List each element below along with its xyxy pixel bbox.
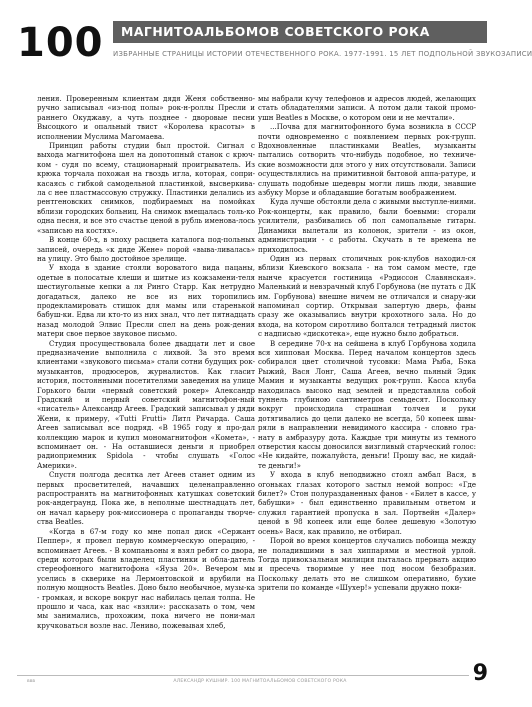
paragraph: В середине 70-х на сейшена в клуб Горбунова ходила вся хипповая Москва. Перед началом концертов здесь собирался цвет столичной тусовки: Мама Рыба, Бэка Рыжий, Вася Лонг, Саша Агеев, вечно пьяный Эдик Мамин и музыканты ведущих рок-групп. Касса клуба находилась высоко над землей и представляла собой туннель глубиною сантиметров семьдесят. Поскольку вокруг происходила страшная толчея и руки дотягивались до цели далеко не всегда, 50 копеек швы-ряли в направлении невидимого кассира - словно гра-нату в амбразуру дота. Каждые три минуты из темного отверстия кассы доносился визгливый старческий голос: «Не кидайте, пожалуйста, деньги! Прошу вас, не кидай-те деньги!» [258,338,476,470]
header-number: 100 [17,20,104,66]
paragraph: У входа в здание стояли вороватого вида пацаны, одетые в полосатые клеши и шитые из кожзамени-теля шестиугольные кепки а ля Ринго Старр. Как нетрудно догадаться, далеко не все из них торопились продекламировать стишок для мамы или старенькой бабуш-ки. Едва ли кто-то из них знал, что лет пятнадцать назад молодой Элвис Пресли спел на день рож-дения матери свое первое звуковое письмо. [37,263,255,339]
paragraph: Студия просуществовала более двадцати лет и свое предназначение выполнила с лихвой. За это время клиентами «звукового письма» стали сотни будущих рок-музыкантов, продюсеров, журналистов. Как гласит история, постоянными посетителями заведения на улице Горького были «первый советский рокер» Александр Градский и первый советский магнитофон-ный «писатель» Александр Агеев. Градский записывал у дяди Жени, к примеру, «Tutti Frutti» Литл Ричарда. Саша Агеев записывал все подряд. «В 1965 году я про-дал коллекцию марок и купил мономагнитофон «Комета», - вспоминает он. - На оставшиеся деньги я приобрел радиоприемник Spidola - чтобы слушать «Голос Америки». [37,338,255,470]
header-subtitle: ИЗБРАННЫЕ СТРАНИЦЫ ИСТОРИИ ОТЕЧЕСТВЕННОГО РОКА. 1977-1991. 15 ЛЕТ ПОДПОЛЬНОЙ ЗВУКОЗАПИСИ [113,50,532,58]
footer-left-text: ввв [27,679,36,684]
paragraph: В конце 60-х, в эпоху расцвета каталога под-польных записей, очередь «к дяде Жене» порой «выва-ливалась» на улицу. Это было достойное зрелище. [37,235,255,263]
paragraph: Порой во время концертов случались побоища между не поладившими в зал хиппарями и местной урлой. Тогда привокзальная милиция пыталась прервать акцию и пресечь творимые у нее под носом безобразия. Поскольку делать это не слишком оперативно, бухие зрители по команде «Шухер!» успевали дружно поки- [258,536,476,593]
left-column [37,94,255,630]
paragraph: Куда лучше обстояли дела с живыми выступле-ниями. Рок-концерты, как правило, были боевыми: сгорали усилители, разбивались об пол самопальные гитары. Динамики вылетали из колонок, зрители - из окон, администрации - с работы. Скучать в те времена не приходилось. [258,197,476,254]
paragraph: мы набрали кучу телефонов и адресов людей, желающих стать обладателями записи. А потом дали такой промо-ушн Beatles в Москве, о котором они и не мечтали». [258,94,476,122]
paragraph: ления. Проверенным клиентам дядя Женя собственно-ручно записывал «из-под полы» рок-н-роллы Пресли и раннего Окуджаву, а чуть позднее - дворовые песни Высоцкого и опальный твист «Королева красоты» в исполнении Муслима Магомаева. [37,94,255,141]
footer-divider [17,675,469,676]
paragraph: Принцип работы студии был простой. Сигнал с выхода магнитофона шел на допотопный станок с крюч-ком - судя по всему, стационарный проигрыватель. Из крюка торчала похожая на гвоздь игла, которая, сопри-касаясь с гибкой самодельной пластинкой, высверкива-ла с нее пластмассовую стружку. Пластинки делались из рентгеновских снимков, подбираемых на помойках вблизи городских больниц. На снимок вмещалась толь-ко одна песня, и все это счастье ценой в рубль именова-лось «записью на костях». [37,141,255,235]
paragraph: У входа в клуб неподвижно стоял амбал Вася, в огоньках глазах которого застыл немой вопрос: «Где билет?» Стон полуразданенных фанов - «Билет в кассе, у бабушки» - был единственно правильным ответом и служил гарантией пропуска в зал. Портвейн «Далер» ценой в 98 копеек или еще более дешевую «Золотую осень» Вася, как правило, не отбирал. [258,470,476,536]
paragraph: ...Почва для магнитофонного бума возникла в СССР почти одновременно с появлением первых рок-групп. Вдохновленные пластинками Beatles, музыканты пытались сотворить что-нибудь подобное, но техниче-ские возможности для этого у них отсутствовали. Записи осуществлялись на примитивной бытовой аппа-ратуре, и слушать подобные шедевры могли лишь люди, знавшие азбуку Морзе и обладавшие богатым воображением. [258,122,476,198]
page-header [17,17,532,70]
paragraph: Один из первых столичных рок-клубов находил-ся вблизи Киевского вокзала - на том самом месте, где нынче красуется гостиница «Рэдиссон Славянская». Маленький и невзрачный клуб Горбунова (не путать с ДК им. Горбунова) внешне ничем не отличался и снару-жи напоминал сортир. Открывая запертую дверь, фаны сразу же оказывались внутри крохотного зала. Но до входа, на котором сиротливо болтался тетрадный листок с надписью «дискотека», еще нужно было добраться. [258,253,476,339]
right-column [258,94,476,593]
header-title: МАГНИТОАЛЬБОМОВ СОВЕТСКОГО РОКА [113,21,487,43]
paragraph: «Когда в 67-м году ко мне попал диск «Сержант Пеппер», я провел первую коммерческую операцию, - вспоминает Агеев. - В компаньоны я взял ребят со двора, среди которых были владелец пластинки и обла-датель стереофонного магнитофона «Яуза 20». Вечером мы уселись в скверике на Лермонтовской и врубили на полную мощность Beatles. Доно было необычное, музы-ка - громкая, и вскоре вокруг нас набилась целая толпа. Не прошло и часа, как нас «взяли»: рассказать о том, чем мы занимались, прохожим, пока ничего не пони-мал кручковаться возле нас. Лениво, пожевывая хлеб, [37,526,255,630]
paragraph: Спустя полгода десятка лет Агеев станет одним из первых просветителей, начавших целенаправленно распространять на магнитофонных катушках советский рок-андеграунд. Пока же, в неполные шестнадцать лет, он начал карьеру рок-миссионера с пропаганды творче-ства Beatles. [37,470,255,527]
footer-running-title: АЛЕКСАНДР КУШНИР. 100 МАГНИТОАЛЬБОМОВ СОВЕТСКОГО РОКА [173,679,347,684]
page-number: 9 [472,661,488,686]
